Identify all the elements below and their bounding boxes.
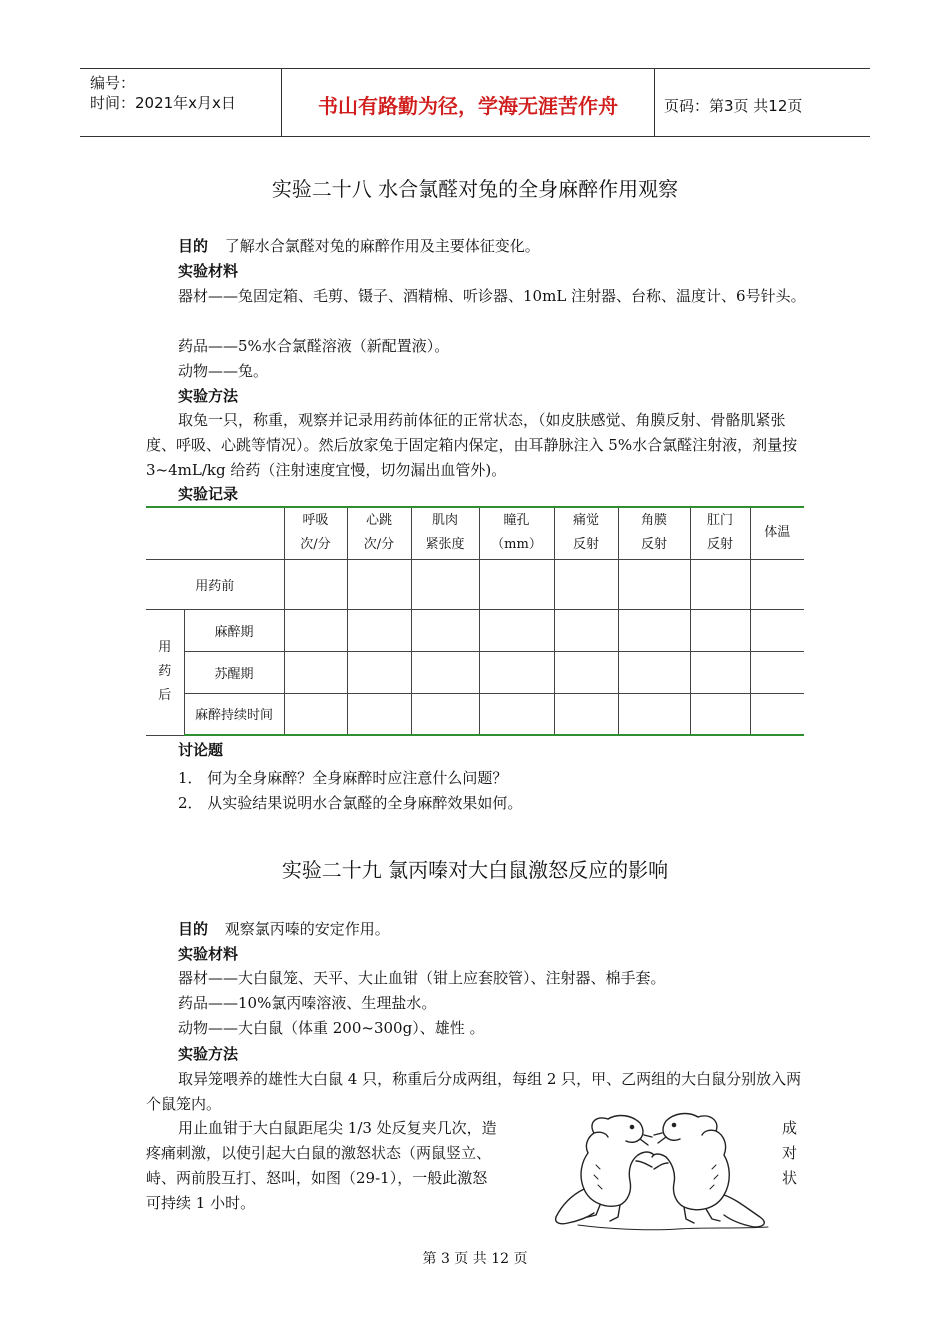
- table-column-header: 体温: [750, 507, 804, 559]
- method-text: 取兔一只，称重，观察并记录用药前体征的正常状态，（如皮肤感觉、角膜反射、骨骼肌紧张度、呼吸、心跳等情况）。然后放家兔于固定箱内保定，由耳静脉注入 5%水合氯醛注射液，剂量按 3~4mL/kg 给药（注射速度宜慢，切勿漏出血管外)。: [146, 411, 798, 479]
- table-row: [146, 651, 804, 693]
- table-cell: [411, 609, 479, 651]
- method-wrap-line: 疼痛刺激，以使引起大白鼠的激怒状态（两鼠竖立、: [146, 1144, 492, 1162]
- table-cell: [411, 651, 479, 693]
- table-cell: [750, 609, 804, 651]
- table-column-header: 肌肉 紧张度: [411, 507, 479, 559]
- purpose: [178, 234, 808, 259]
- table-cell: [690, 693, 750, 735]
- experiment-29-title: 实验二十九 氯丙嗪对大白鼠激怒反应的影响: [281, 858, 669, 882]
- header-bottom-rule: [80, 136, 870, 137]
- method-wrap-line: 可持续 1 小时。: [146, 1194, 256, 1212]
- row-group-label: 用 药 后: [146, 609, 184, 735]
- method-wrap-line: 峙、两前股互打、怒叫，如图（29-1），一般此激怒: [146, 1169, 488, 1187]
- table-cell: [479, 609, 554, 651]
- method-text: 取异笼喂养的雄性大白鼠 4 只，称重后分成两组，每组 2 只，甲、乙两组的大白鼠分别放入两个鼠笼内。: [146, 1070, 802, 1113]
- equipment-text: 器材——兔固定箱、毛剪、镊子、酒精棉、听诊器、10mL 注射器、台称、温度计、6号针头。: [178, 287, 806, 305]
- method-wrap-line: 用止血钳于大白鼠距尾尖 1/3 处反复夹几次，造: [178, 1119, 497, 1137]
- table-header-row: [146, 507, 804, 559]
- header-divider: [654, 68, 655, 136]
- table-cell: [284, 651, 347, 693]
- experiment-28-title: 实验二十八 水合氯醛对兔的全身麻醉作用观察: [271, 177, 679, 201]
- equipment-text: 器材——大白鼠笼、天平、大止血钳（钳上应套胶管）、注射器、棉手套。: [178, 969, 666, 987]
- materials-heading: 实验材料: [178, 945, 239, 963]
- table-cell: [479, 693, 554, 735]
- table-row: [146, 693, 804, 735]
- table-cell: [284, 693, 347, 735]
- table-column-header: 瞳孔 （mm）: [479, 507, 554, 559]
- discussion-heading: 讨论题: [178, 741, 224, 759]
- table-cell: [750, 651, 804, 693]
- animals-text: 动物——大白鼠（体重 200~300g）、雄性 。: [178, 1019, 485, 1037]
- table-column-header: 肛门 反射: [690, 507, 750, 559]
- experiment-record-table: [146, 506, 804, 736]
- table-cell: [554, 559, 618, 609]
- row-label-anesthesia: 麻醉期: [184, 609, 284, 651]
- materials-heading: 实验材料: [178, 262, 239, 280]
- method-wrap-right: 成: [782, 1119, 798, 1137]
- row-label-recovery: 苏醒期: [184, 651, 284, 693]
- table-cell: [411, 559, 479, 609]
- table-cell: [554, 651, 618, 693]
- table-cell: [618, 609, 690, 651]
- table-row: [146, 559, 804, 609]
- drugs-text: 药品——5%水合氯醛溶液（新配置液）。: [178, 337, 450, 355]
- table-cell: [284, 559, 347, 609]
- table-column-header: 角膜 反射: [618, 507, 690, 559]
- drugs-text: 药品——10%氯丙嗪溶液、生理盐水。: [178, 994, 437, 1012]
- table-cell: [690, 559, 750, 609]
- table-cell: [479, 559, 554, 609]
- table-cell: [347, 651, 411, 693]
- header-page-number: 页码：第3页 共12页: [664, 97, 803, 115]
- table-cell: [479, 651, 554, 693]
- page-footer: 第 3 页 共 12 页: [422, 1251, 528, 1267]
- row-label-duration: 麻醉持续时间: [184, 693, 284, 735]
- table-cell: [750, 559, 804, 609]
- table-cell: [750, 693, 804, 735]
- method-heading: 实验方法: [178, 387, 239, 405]
- table-cell: [347, 693, 411, 735]
- table-column-header: 心跳 次/分: [347, 507, 411, 559]
- table-cell: [284, 609, 347, 651]
- discussion-question: 2． 从实验结果说明水合氯醛的全身麻醉效果如何。: [178, 794, 523, 812]
- table-cell: [618, 559, 690, 609]
- table-cell: [347, 559, 411, 609]
- method-wrap-right: 对: [782, 1144, 798, 1162]
- table-cell: [690, 651, 750, 693]
- header-motto: 书山有路勤为径，学海无涯苦作舟: [318, 94, 618, 118]
- table-column-header: 呼吸 次/分: [284, 507, 347, 559]
- table-cell: [554, 693, 618, 735]
- fighting-rats-illustration: [548, 1105, 776, 1233]
- method-heading: 实验方法: [178, 1045, 239, 1063]
- table-corner-cell: [146, 507, 284, 559]
- purpose-label: 目的: [178, 920, 209, 938]
- animals-text: 动物——兔。: [178, 362, 269, 380]
- table-cell: [411, 693, 479, 735]
- document-date: 时间：2021年x月x日: [90, 94, 236, 112]
- row-label-before: 用药前: [146, 559, 284, 609]
- document-number: 编号：: [90, 74, 136, 92]
- purpose-text: 了解水合氯醛对兔的麻醉作用及主要体征变化。: [224, 237, 540, 255]
- purpose: [178, 917, 808, 942]
- table-cell: [347, 609, 411, 651]
- table-cell: [690, 609, 750, 651]
- method-wrap-right: 状: [782, 1169, 798, 1187]
- table-cell: [618, 651, 690, 693]
- header-top-rule: [80, 68, 870, 69]
- discussion-question: 1． 何为全身麻醉？全身麻醉时应注意什么问题？: [178, 769, 508, 787]
- table-cell: [554, 609, 618, 651]
- purpose-text: 观察氯丙嗪的安定作用。: [224, 920, 390, 938]
- record-heading: 实验记录: [178, 485, 239, 503]
- table-row: [146, 609, 804, 651]
- table-column-header: 痛觉 反射: [554, 507, 618, 559]
- table-cell: [618, 693, 690, 735]
- purpose-label: 目的: [178, 237, 209, 255]
